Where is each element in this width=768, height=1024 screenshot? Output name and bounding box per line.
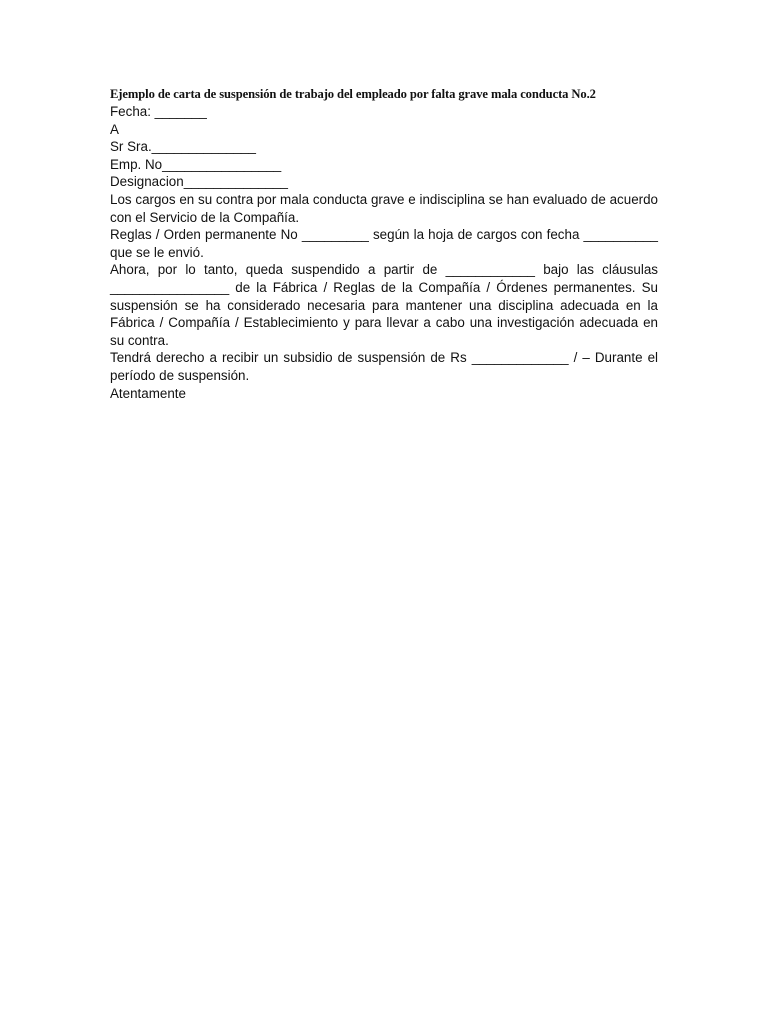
charges-paragraph: Los cargos en su contra por mala conducta grave e indisciplina se han evaluado de acuerdo con el Servicio de la Compañía.	[110, 191, 658, 225]
date-field: Fecha: _______	[110, 104, 207, 119]
recipient-prefix: A	[110, 121, 119, 137]
letter-body	[110, 86, 658, 402]
recipient-name-field: Sr Sra.______________	[110, 139, 256, 155]
suspension-paragraph: Ahora, por lo tanto, queda suspendido a partir de ____________ bajo las cláusulas ________________ de la Fábrica / Reglas de la Compañía / Órdenes permanentes. Su suspensión se ha considerado necesaria para mantener una disciplina adecuada en la Fábrica / Compañía / Establecimiento y para llevar a cabo una investigación adecuada en su contra.	[110, 262, 658, 348]
employee-number-field: Emp. No________________	[110, 156, 282, 172]
allowance-paragraph: Tendrá derecho a recibir un subsidio de suspensión de Rs _____________ / – Durante el período de suspensión.	[110, 350, 658, 383]
designation-field: Designacion______________	[110, 174, 288, 190]
rules-paragraph: Reglas / Orden permanente No _________ según la hoja de cargos con fecha __________ que se le envió.	[110, 227, 658, 260]
closing: Atentamente	[110, 385, 186, 401]
document-title: Ejemplo de carta de suspensión de trabajo del empleado por falta grave mala conducta No.2	[110, 87, 596, 101]
